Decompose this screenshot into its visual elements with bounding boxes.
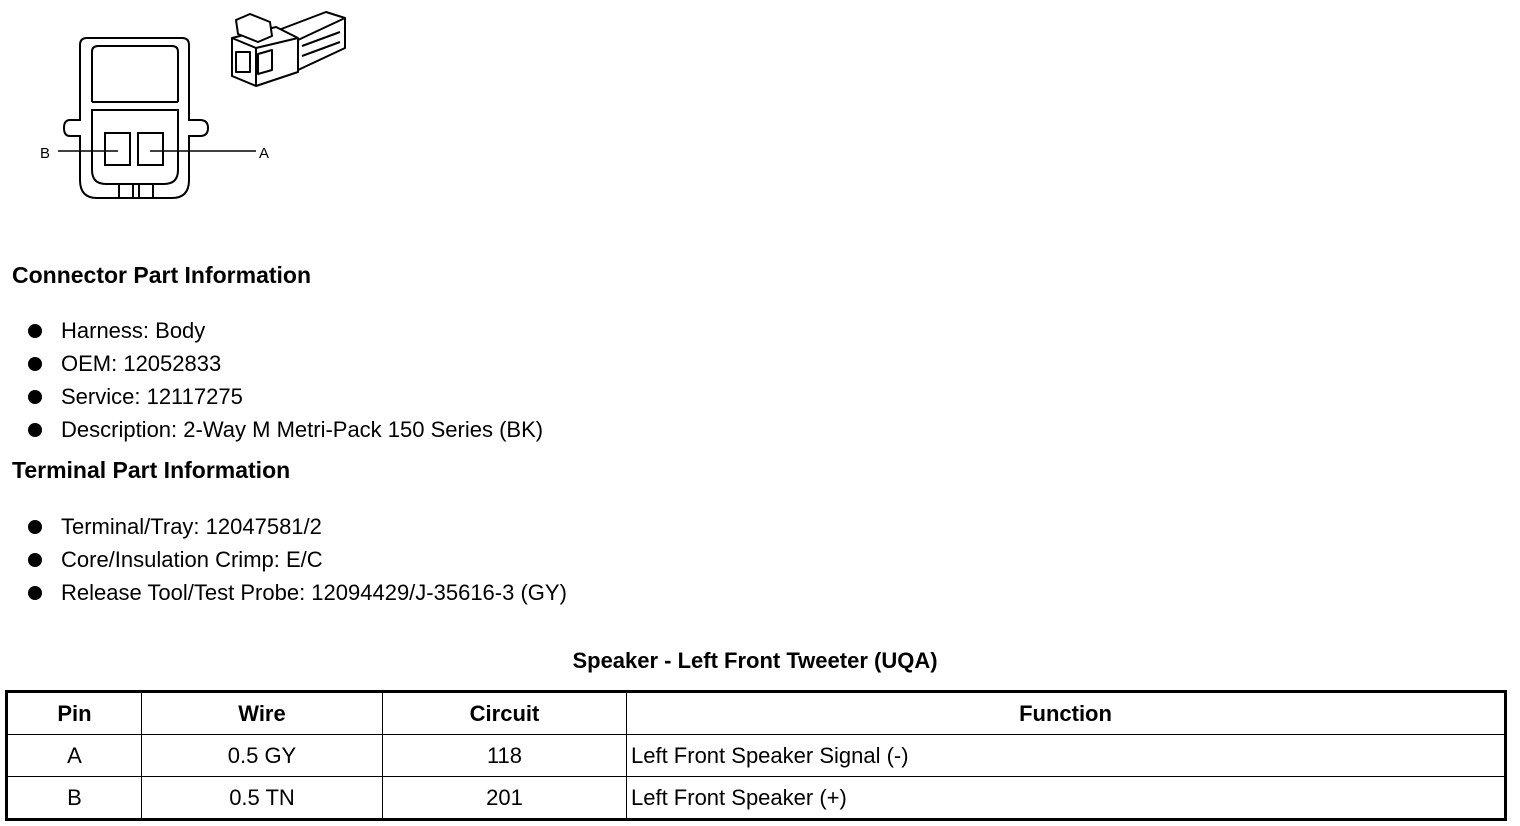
terminal-part-info-list [28,510,567,609]
column-header-circuit: Circuit [383,692,627,735]
table-title: Speaker - Left Front Tweeter (UQA) [572,648,938,673]
cell-wire: 0.5 GY [142,735,383,777]
list-item [28,576,567,609]
connector-3d-view [232,12,345,86]
pin-label-a: A [259,145,270,162]
bullet-icon [28,324,42,338]
connector-part-info-list [28,314,543,446]
bullet-icon [28,357,42,371]
list-item [28,510,567,543]
connector-part-info-heading: Connector Part Information [12,262,312,288]
connector-diagram [0,0,360,215]
cell-pin: B [7,777,142,820]
list-item-text: Service: 12117275 [61,384,243,409]
column-header-function: Function [627,692,1506,735]
bullet-icon [28,586,42,600]
bullet-icon [28,423,42,437]
cell-function: Left Front Speaker (+) [627,777,1506,820]
pin-table [5,690,1507,821]
column-header-wire: Wire [142,692,383,735]
list-item [28,314,543,347]
list-item-text: Description: 2-Way M Metri-Pack 150 Series (BK) [61,417,544,442]
list-item [28,347,543,380]
bullet-icon [28,520,42,534]
bullet-icon [28,553,42,567]
list-item [28,543,567,576]
connector-face-view [58,38,256,198]
cell-function: Left Front Speaker Signal (-) [627,735,1506,777]
pin-label-b: B [40,145,51,162]
bullet-icon [28,390,42,404]
list-item-text: Core/Insulation Crimp: E/C [61,547,323,572]
table-header-row [7,692,1506,735]
cell-wire: 0.5 TN [142,777,383,820]
list-item [28,380,543,413]
cell-circuit: 201 [383,777,627,820]
cell-pin: A [7,735,142,777]
list-item-text: OEM: 12052833 [61,351,222,376]
list-item-text: Terminal/Tray: 12047581/2 [61,514,322,539]
list-item-text: Release Tool/Test Probe: 12094429/J-35616-3 (GY) [61,580,567,605]
table-row [7,735,1506,777]
cell-circuit: 118 [383,735,627,777]
list-item [28,413,543,446]
column-header-pin: Pin [7,692,142,735]
table-row [7,777,1506,820]
list-item-text: Harness: Body [61,318,206,343]
terminal-part-info-heading: Terminal Part Information [12,457,291,483]
